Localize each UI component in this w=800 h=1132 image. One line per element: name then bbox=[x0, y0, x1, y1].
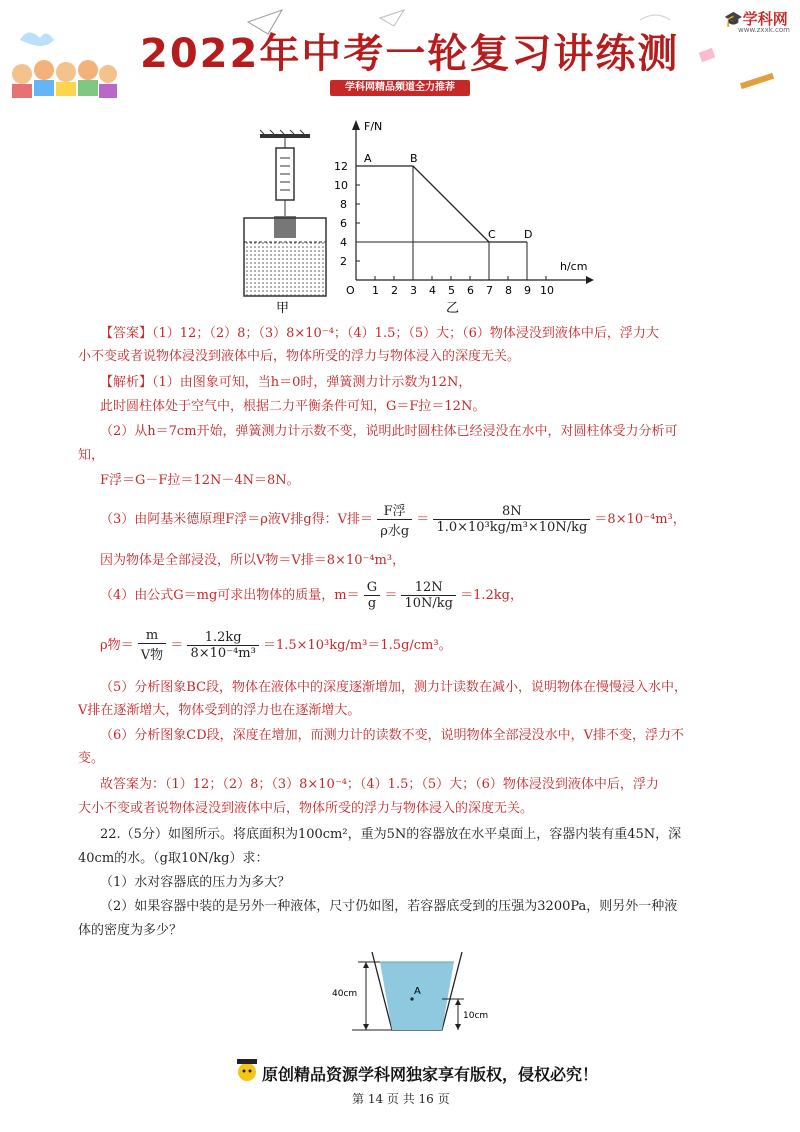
analysis-line-2: 此时圆柱体处于空气中，根据二力平衡条件可知，G＝F拉＝12N。 bbox=[100, 399, 486, 414]
fraction-denominator: V物 bbox=[140, 648, 164, 663]
pencil-icon bbox=[699, 48, 774, 89]
question-22-line-1: 22.（5分）如图所示。将底面积为100cm²，重为5N的容器放在水平桌面上，容器内装有重45N，深 bbox=[100, 827, 682, 842]
x-tick-5: 5 bbox=[448, 284, 455, 297]
apparatus-jia bbox=[244, 130, 326, 316]
graph-yi bbox=[334, 120, 594, 316]
x-tick-3: 3 bbox=[410, 284, 417, 297]
fraction-buoyancy bbox=[377, 500, 412, 539]
logo-hat-icon: 🎓 bbox=[724, 10, 743, 28]
y-tick-4: 4 bbox=[340, 236, 347, 249]
point-a-label: A bbox=[364, 152, 372, 165]
fraction-denominator: 1.0×10³kg/m³×10N/kg bbox=[436, 520, 588, 535]
equals: ＝ bbox=[416, 512, 430, 527]
figure-container bbox=[330, 940, 530, 1040]
density-result: ＝1.5×10³kg/m³＝1.5g/cm³。 bbox=[262, 638, 452, 653]
footer-copyright: 原创精品资源学科网独家享有版权，侵权必究！ bbox=[262, 1065, 599, 1084]
equals: ＝ bbox=[384, 588, 398, 603]
fraction-denominator: g bbox=[367, 596, 377, 611]
analysis-line-4: 知， bbox=[78, 448, 105, 463]
fraction-denominator: 10N/kg bbox=[404, 596, 453, 611]
analysis-line-9 bbox=[100, 628, 452, 663]
analysis-line-3: （2）从h＝7cm开始，弹簧测力计示数不变，说明此时圆柱体已经浸没在水中，对圆柱体受力分析可 bbox=[100, 424, 678, 439]
fraction-numerator: 12N bbox=[401, 580, 456, 596]
answer-line-2: 小不变或者说物体浸没到液体中后，物体所受的浮力与物体浸入的深度无关。 bbox=[78, 349, 521, 364]
x-tick-9: 9 bbox=[524, 284, 531, 297]
label-jia: 甲 bbox=[276, 301, 290, 316]
tick-marks bbox=[356, 166, 546, 280]
question-22-part-1: （1）水对容器底的压力为多大？ bbox=[100, 875, 291, 890]
x-tick-labels bbox=[372, 284, 554, 297]
analysis-line-5: F浮＝G－F拉＝12N－4N＝8N。 bbox=[100, 473, 300, 488]
analysis-line-14: 故答案为：（1）12；（2）8；（3）8×10⁻⁴；（4）1.5；（5）大；（6）物体浸没到液体中后，浮力 bbox=[100, 777, 659, 792]
fraction-numerator: 1.2kg bbox=[187, 630, 258, 646]
x-tick-6: 6 bbox=[467, 284, 474, 297]
question-22-part-2-line-2: 体的密度为多少？ bbox=[78, 923, 183, 938]
depth-label: 40cm bbox=[332, 989, 358, 999]
logo-text: 学科网 bbox=[742, 10, 788, 28]
fraction-numerator: G bbox=[364, 580, 380, 596]
volume-result: ＝8×10⁻⁴m³， bbox=[594, 512, 686, 527]
fraction-volume bbox=[433, 504, 590, 535]
fraction-numerator: m bbox=[138, 628, 166, 644]
height-label: 10cm bbox=[463, 1011, 489, 1021]
analysis-line-7: 因为物体是全部浸没，所以V物＝V排＝8×10⁻⁴m³， bbox=[100, 553, 406, 568]
point-a bbox=[410, 997, 413, 1000]
y-tick-6: 6 bbox=[340, 217, 347, 230]
archimedes-text: （3）由阿基米德原理F浮＝ρ液V排g得：V排＝ bbox=[100, 512, 374, 527]
point-d-label: D bbox=[524, 228, 533, 241]
mass-text: （4）由公式G＝mg可求出物体的质量，m＝ bbox=[100, 588, 360, 603]
x-tick-4: 4 bbox=[429, 284, 436, 297]
y-tick-8: 8 bbox=[340, 198, 347, 211]
point-a-label: A bbox=[414, 986, 421, 997]
fraction-numerator: F浮 bbox=[377, 500, 412, 520]
x-tick-7: 7 bbox=[486, 284, 493, 297]
analysis-line-13: 变。 bbox=[78, 751, 105, 766]
analysis-line-10: （5）分析图象BC段，物体在液体中的深度逐渐增加，测力计读数在减小，说明物体在慢慢浸入水中， bbox=[100, 680, 688, 695]
analysis-line-15: 大小不变或者说物体浸没到液体中后，物体所受的浮力与物体浸入的深度无关。 bbox=[78, 801, 534, 816]
fraction-m-over-v bbox=[138, 628, 166, 663]
analysis-line-6 bbox=[100, 500, 686, 539]
y-tick-12: 12 bbox=[334, 160, 348, 173]
kids-illustration bbox=[12, 32, 117, 98]
fraction-numerator: 8N bbox=[433, 504, 590, 520]
x-tick-2: 2 bbox=[391, 284, 398, 297]
analysis-line-1: 【解析】（1）由图象可知，当h＝0时，弹簧测力计示数为12N， bbox=[100, 375, 472, 390]
x-tick-1: 1 bbox=[372, 284, 379, 297]
answer-line-1: 【答案】（1）12；（2）8；（3）8×10⁻⁴；（4）1.5；（5）大；（6）物体浸没到液体中后，浮力大 bbox=[100, 326, 659, 341]
y-tick-labels bbox=[334, 160, 348, 268]
analysis-line-8 bbox=[100, 580, 523, 611]
fraction-denominator: ρ水g bbox=[380, 524, 410, 539]
fraction-mass bbox=[401, 580, 456, 611]
page-number: 第 14 页 共 16 页 bbox=[352, 1092, 450, 1106]
question-22-part-2-line-1: （2）如果容器中装的是另外一种液体，尺寸仍如图，若容器底受到的压强为3200Pa，则另外一种液 bbox=[100, 899, 678, 914]
density-text: ρ物＝ bbox=[100, 638, 134, 653]
y-tick-2: 2 bbox=[340, 255, 347, 268]
header-banner: 学科网精品频道全力推荐 bbox=[330, 80, 470, 96]
x-tick-8: 8 bbox=[505, 284, 512, 297]
logo-url: www.zxxk.com bbox=[738, 26, 790, 34]
point-c-label: C bbox=[488, 228, 496, 241]
fraction-density bbox=[187, 630, 258, 661]
analysis-line-12: （6）分析图象CD段，深度在增加，而测力计的读数不变，说明物体全部浸没水中，V排不变，浮力不 bbox=[100, 728, 685, 743]
x-axis-label: h/cm bbox=[560, 260, 588, 273]
label-yi: 乙 bbox=[446, 301, 460, 316]
force-depth-line bbox=[356, 166, 527, 242]
point-b-label: B bbox=[410, 152, 418, 165]
question-22-line-2: 40cm的水。（g取10N/kg）求： bbox=[78, 851, 269, 866]
x-tick-10: 10 bbox=[540, 284, 554, 297]
mass-result: ＝1.2kg， bbox=[460, 588, 523, 603]
header-title: 2022年中考一轮复习讲练测 bbox=[140, 31, 680, 77]
figure-spring-scale-and-graph bbox=[230, 118, 600, 318]
equals: ＝ bbox=[170, 638, 184, 653]
fraction-denominator: 8×10⁻⁴m³ bbox=[190, 646, 256, 661]
origin-label: O bbox=[346, 284, 355, 297]
y-axis-label: F/N bbox=[364, 120, 383, 133]
y-tick-10: 10 bbox=[334, 179, 348, 192]
mascot-icon bbox=[234, 1056, 260, 1084]
fraction-g-over-g bbox=[364, 580, 380, 611]
analysis-line-11: V排在逐渐增大，物体受到的浮力也在逐渐增大。 bbox=[78, 703, 361, 718]
